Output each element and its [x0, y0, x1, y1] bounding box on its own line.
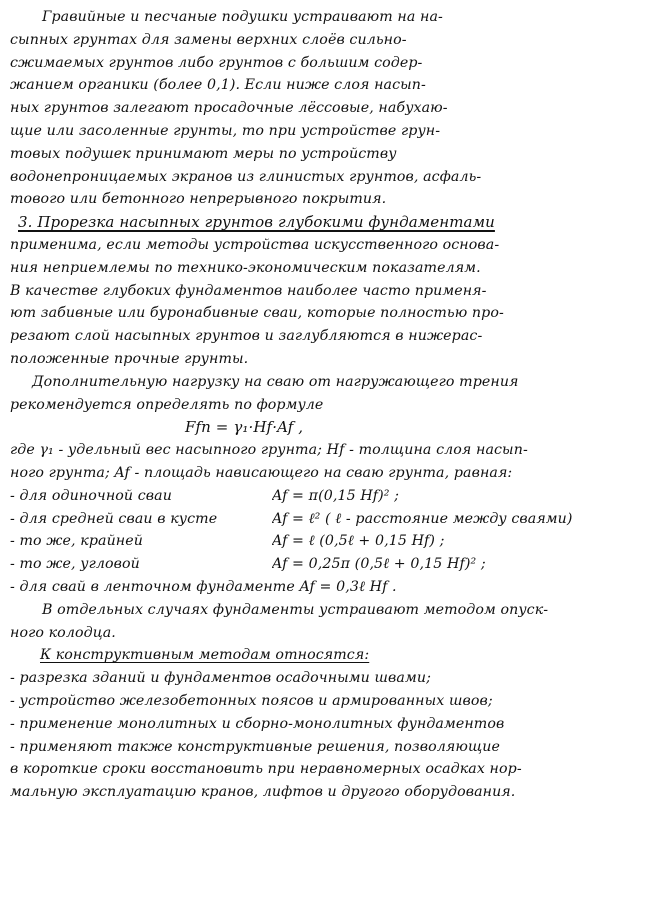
list-item: в короткие сроки восстановить при неравномерных осадках нор-	[10, 761, 522, 778]
case-label: - то же, угловой	[10, 556, 140, 573]
text-line: где γ₁ - удельный вес насыпного грунта; Hf - толщина слоя насып-	[10, 442, 528, 459]
list-item	[10, 485, 645, 508]
case-formula: Af = ℓ (0,5ℓ + 0,15 Hf) ;	[272, 533, 445, 550]
text-line: рекомендуется определять по формуле	[10, 396, 324, 413]
text-line: щие или засоленные грунты, то при устройстве грун-	[10, 122, 441, 139]
text-line: сжимаемых грунтов либо грунтов с большим содер-	[10, 54, 423, 71]
main-formula: Ffn = γ₁·Hf·Af ,	[185, 418, 304, 437]
list-item	[10, 553, 645, 576]
case-label: - для одиночной сваи	[10, 487, 172, 504]
text-line: товых подушек принимают меры по устройству	[10, 145, 397, 162]
section-heading	[10, 211, 645, 234]
text-line: жанием органики (более 0,1). Если ниже слоя насып-	[10, 77, 426, 94]
text-line: ют забивные или буронабивные сваи, которые полностью про-	[10, 305, 504, 322]
pile-cases-list	[10, 485, 645, 599]
section-heading-text: 3. Прорезка насыпных грунтов глубокими фундаментами	[18, 213, 495, 232]
list-item: - разрезка зданий и фундаментов осадочными швами;	[10, 670, 431, 687]
text-line: ного колодца.	[10, 624, 116, 641]
case-label: - то же, крайней	[10, 533, 143, 550]
case-formula: Af = π(0,15 Hf)² ;	[272, 487, 400, 504]
constructive-heading-text: К конструктивным методам относятся:	[40, 647, 370, 664]
text-line: В отдельных случаях фундаменты устраивают методом опуск-	[42, 601, 549, 618]
text-line: резают слой насыпных грунтов и заглубляются в нижерас-	[10, 328, 483, 345]
constructive-methods	[10, 644, 645, 804]
text-line: В качестве глубоких фундаментов наиболее часто применя-	[10, 282, 487, 299]
section-3	[10, 211, 645, 371]
paragraph-additional-load	[10, 371, 645, 485]
case-label: - для средней сваи в кусте	[10, 510, 218, 527]
text-line: ния неприемлемы по технико-экономическим показателям.	[10, 259, 481, 276]
list-item	[10, 508, 645, 531]
case-formula: Af = ℓ² ( ℓ - расстояние между сваями)	[272, 510, 573, 527]
list-item: - устройство железобетонных поясов и армированных швов;	[10, 692, 493, 709]
text-line: ного грунта; Af - площадь нависающего на сваю грунта, равная:	[10, 464, 513, 481]
paragraph-cushions	[10, 6, 645, 211]
case-formula: Af = 0,25π (0,5ℓ + 0,15 Hf)² ;	[272, 556, 486, 573]
text-line: ных грунтов залегают просадочные лёссовые, набухаю-	[10, 100, 448, 117]
list-item: мальную эксплуатацию кранов, лифтов и другого оборудования.	[10, 784, 516, 801]
text-line: применима, если методы устройства искусственного основа-	[10, 236, 500, 253]
list-item: - применяют также конструктивные решения, позволяющие	[10, 738, 501, 755]
text-line: водонепроницаемых экранов из глинистых грунтов, асфаль-	[10, 168, 482, 185]
text-line: положенные прочные грунты.	[10, 350, 249, 367]
paragraph-sinking-well	[10, 599, 645, 645]
text-line: Гравийные и песчаные подушки устраивают на на-	[42, 9, 443, 25]
strip-foundation-case: - для свай в ленточном фундаменте Af = 0,3ℓ Hf .	[10, 578, 397, 595]
constructive-heading	[10, 644, 645, 667]
list-item	[10, 530, 645, 553]
text-line: сыпных грунтах для замены верхних слоёв сильно-	[10, 31, 407, 48]
text-line: Дополнительную нагрузку на сваю от нагружающего трения	[32, 373, 519, 390]
text-line: тового или бетонного непрерывного покрытия.	[10, 191, 387, 208]
list-item: - применение монолитных и сборно-монолитных фундаментов	[10, 715, 505, 732]
